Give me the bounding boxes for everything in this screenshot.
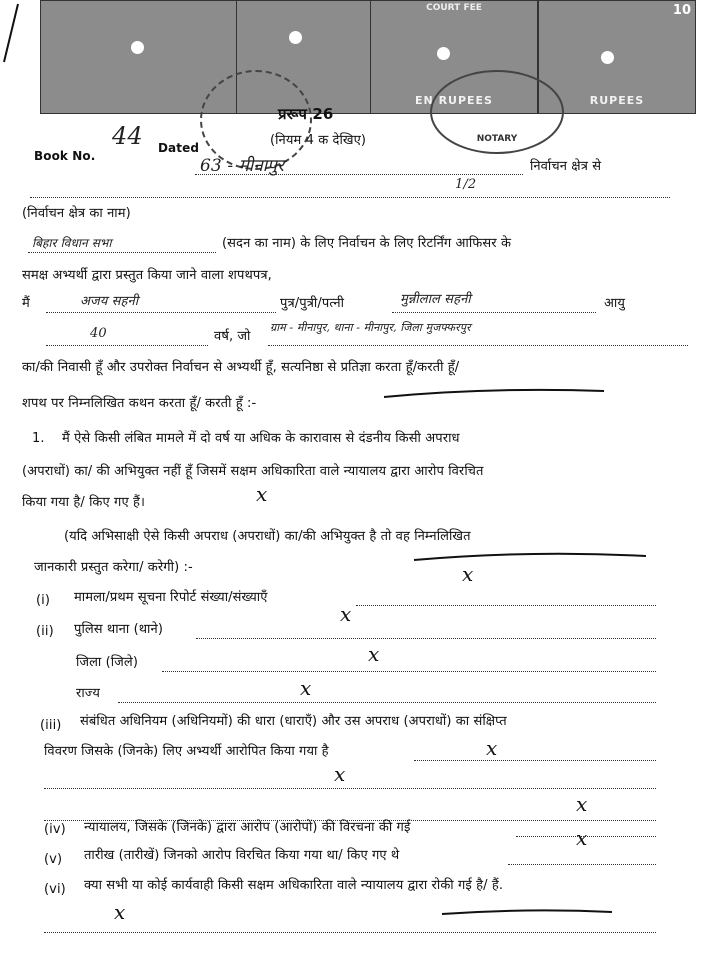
item-i-blank: [356, 593, 656, 606]
year-text: वर्ष, जो: [214, 329, 251, 344]
seal-text: NOTARY: [476, 134, 518, 144]
house-text: (सदन का नाम) के लिए निर्वाचन के लिए रिटर्निंग आफिसर के: [222, 236, 512, 251]
district-text: जिला (जिले): [76, 655, 138, 670]
cross-mark: x: [334, 762, 346, 786]
para-line2: जानकारी प्रस्तुत करेगा/ करेगी) :-: [34, 560, 193, 575]
pen-stroke: [410, 548, 650, 564]
cross-mark: x: [340, 602, 352, 626]
book-no-label: Book No.: [34, 149, 96, 163]
item-iii-blank: [414, 748, 656, 761]
stamp-header: COURT FEE: [426, 3, 482, 13]
constituency-value: 63 - मीनापुर: [200, 156, 285, 176]
oath-line: शपथ पर निम्नलिखित कथन करता हूँ/ करती हूँ :-: [22, 396, 257, 411]
punch-hole: [601, 51, 614, 64]
constituency-blank: [195, 162, 523, 175]
age-blank: [46, 333, 208, 346]
age-label: आयु: [604, 296, 626, 311]
item-iv-text: न्यायालय, जिसके (जिनके) द्वारा आरोप (आरोपों) की विरचना की गई: [84, 820, 411, 835]
punch-hole: [437, 47, 450, 60]
item1-line2: (अपराधों) का/ की अभियुक्त नहीं हूँ जिसमें सक्षम अधिकारिता वाले न्यायालय द्वारा आरोप विरचित: [22, 464, 484, 479]
cross-mark: x: [114, 900, 126, 924]
constituency-line: [30, 185, 670, 198]
father-name: मुन्नीलाल सहनी: [400, 292, 471, 307]
item-iii-blank-2: [44, 776, 656, 789]
state-blank: [118, 690, 656, 703]
item-iii-text1: संबंधित अधिनियम (अधिनियमों) की धारा (धाराएँ) और उस अपराध (अपराधों) का संक्षिप्त: [80, 714, 507, 729]
punch-hole: [131, 41, 144, 54]
item-vi-blank: [44, 920, 656, 933]
cross-mark: x: [576, 792, 588, 816]
item-i-number: (i): [36, 593, 51, 608]
relation-label: पुत्र/पुत्री/पत्नी: [280, 296, 345, 311]
item-v-blank: [508, 852, 656, 865]
deponent-name: अजय सहनी: [80, 294, 139, 309]
pen-stroke: [438, 904, 618, 920]
item1-number: 1.: [32, 431, 45, 446]
stamp-number: 10: [672, 3, 691, 18]
item-iv-number: (iv): [44, 822, 66, 837]
item-vi-text: क्या सभी या कोई कार्यवाही किसी सक्षम अधिकारिता वाले न्यायालय द्वारा रोकी गई है/ हैं.: [84, 878, 504, 893]
item-ii-blank: [196, 626, 656, 639]
fraction-mark: 1/2: [455, 177, 477, 192]
main-label: मैं: [22, 296, 30, 311]
resident-line: का/की निवासी हूँ और उपरोक्त निर्वाचन से अभ्यर्थी हूँ, सत्यनिष्ठा से प्रतिज्ञा करता हूँ/करती हूँ/: [22, 360, 460, 375]
item-iii-number: (iii): [40, 718, 62, 733]
district-blank: [162, 659, 656, 672]
form-title: प्ररूप 26: [278, 105, 334, 123]
submission-line: समक्ष अभ्यर्थी द्वारा प्रस्तुत किया जाने वाला शपथपत्र,: [22, 268, 272, 283]
cross-mark: x: [256, 482, 268, 506]
item-vi-number: (vi): [44, 882, 66, 897]
age-value: 40: [90, 326, 107, 341]
rule-reference: (नियम 4 क देखिए): [270, 133, 367, 148]
item-iii-text2: विवरण जिसके (जिनके) लिए अभ्यर्थी आरोपित किया गया है: [44, 744, 329, 759]
dated-label: Dated: [158, 141, 200, 155]
notary-seal: [430, 70, 564, 154]
item-i-text: मामला/प्रथम सूचना रिपोर्ट संख्या/संख्याएँ: [74, 590, 268, 605]
margin-mark: [0, 0, 26, 70]
cross-mark: x: [462, 562, 474, 586]
state-text: राज्य: [76, 686, 100, 701]
book-no-value: 44: [112, 122, 143, 150]
cross-mark: x: [576, 826, 588, 850]
item-v-number: (v): [44, 852, 63, 867]
item-v-text: तारीख (तारीखें) जिनको आरोप विरचित किया गया था/ किए गए थे: [84, 848, 400, 863]
house-blank: [28, 240, 216, 253]
cross-mark: x: [368, 642, 380, 666]
punch-hole: [289, 31, 302, 44]
item1-line3: किया गया है/ किए गए हैं।: [22, 495, 146, 510]
address-value: ग्राम - मीनापुर, थाना - मीनापुर, जिला मुजफ्फरपुर: [270, 321, 471, 334]
house-value: बिहार विधान सभा: [32, 236, 112, 250]
stamp-label: EN RUPEES: [415, 94, 493, 107]
cross-mark: x: [486, 736, 498, 760]
constituency-name-label: (निर्वाचन क्षेत्र का नाम): [22, 206, 131, 221]
constituency-suffix: निर्वाचन क्षेत्र से: [530, 159, 602, 174]
cross-mark: x: [300, 676, 312, 700]
pen-stroke: [380, 385, 610, 405]
stamp-label: RUPEES: [589, 94, 645, 107]
court-fee-stamp: [538, 0, 696, 114]
item1-line1: मैं ऐसे किसी लंबित मामले में दो वर्ष या अधिक के कारावास से दंडनीय किसी अपराध: [62, 431, 460, 446]
item-ii-text: पुलिस थाना (थाने): [74, 622, 164, 637]
para-line1: (यदि अभिसाक्षी ऐसे किसी अपराध (अपराधों) का/की अभियुक्त है तो वह निम्नलिखित: [64, 529, 471, 544]
item-ii-number: (ii): [36, 624, 54, 639]
